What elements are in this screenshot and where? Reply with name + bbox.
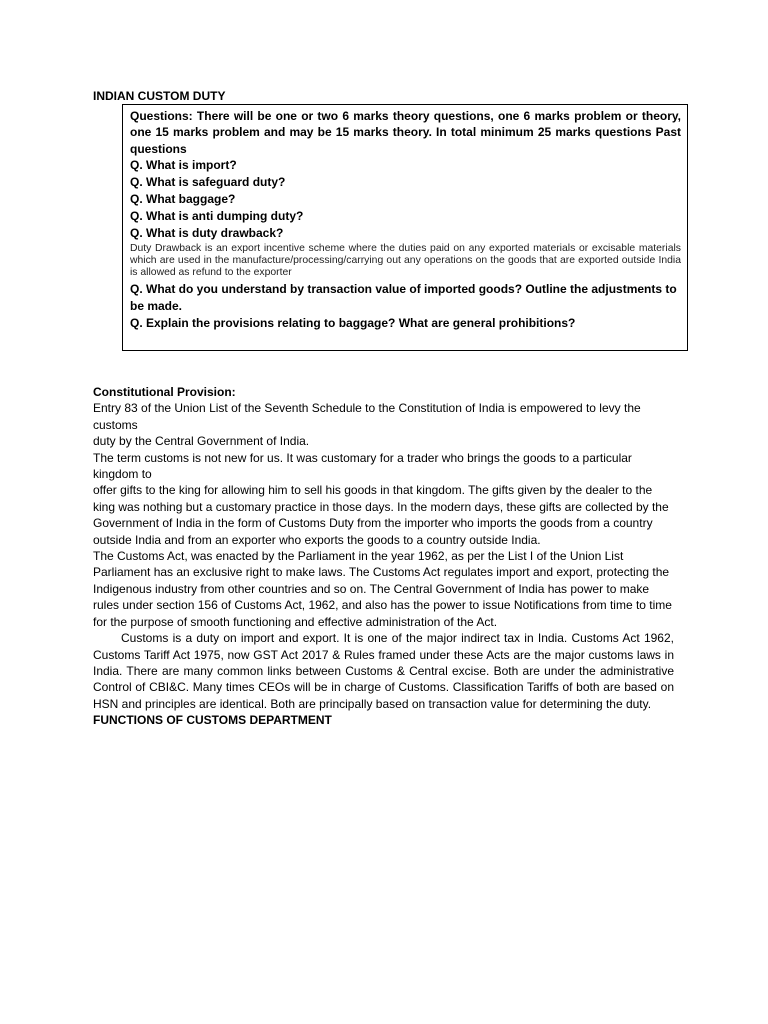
document-title: INDIAN CUSTOM DUTY [93,89,226,103]
customs-act-text: The Customs Act, was enacted by the Parliament in the year 1962, as per the List I of the Union List Parliament has an exclusive right to make laws. The Customs Act regulates import and export, protecting the Indigenous industry from other countries and so on. The Central Government of India has power to make rules under section 156 of Customs Act, 1962, and also has the power to issue Notifications from time to time for the purpose of smooth functioning and effective administration of the Act. [93,549,672,629]
constitutional-section [93,384,674,729]
question-transaction-value: Q. What do you understand by transaction value of imported goods? Outline the adjustments to be made. [130,281,677,313]
functions-heading: FUNCTIONS OF CUSTOMS DEPARTMENT [93,713,332,728]
answer-duty-drawback: Duty Drawback is an export incentive scheme where the duties paid on any exported materials or excisable materials which are used in the manufacture/processing/carrying out any operations on the goods that are exported outside India is allowed as refund to the exporter [130,242,681,278]
question-import: Q. What is import? [130,157,237,172]
entry-83-text: Entry 83 of the Union List of the Seventh Schedule to the Constitution of India is empowered to levy the customs [93,401,641,432]
question-anti-dumping: Q. What is anti dumping duty? [130,208,304,223]
customs-history-text: The term customs is not new for us. It was customary for a trader who brings the goods to a particular kingdom to [93,450,632,482]
question-safeguard-duty: Q. What is safeguard duty? [130,174,286,189]
questions-intro: Questions: There will be one or two 6 marks theory questions, one 6 marks problem or theory, one 15 marks problem and may be 15 marks theory. In total minimum 25 marks questions Past questions [130,109,681,156]
question-baggage-provisions: Q. Explain the provisions relating to baggage? What are general prohibitions? [130,315,576,330]
entry-83-text-continued: duty by the Central Government of India. [93,434,310,449]
question-duty-drawback: Q. What is duty drawback? [130,225,284,240]
constitutional-heading: Constitutional Provision: [93,385,236,399]
question-baggage: Q. What baggage? [130,191,236,206]
customs-history-text-continued: offer gifts to the king for allowing him to sell his goods in that kingdom. The gifts given by the dealer to the king was nothing but a customary practice in those days. In the modern days, these gifts are collected by the Government of India in the form of Customs Duty from the importer who imports the goods from a country outside India and from an exporter who exports the goods to a country outside India. [93,483,669,547]
customs-duty-paragraph: Customs is a duty on import and export. It is one of the major indirect tax in India. Customs Act 1962, Customs Tariff Act 1975, now GST Act 2017 & Rules framed under these Acts are the major customs laws in India. There are many common links between Customs & Central excise. Both are under the administrative Control of CBI&C. Many times CEOs will be in charge of Customs. Classification Tariffs of both are based on HSN and principles are identical. Both are principally based on transaction value for determining the duty. [93,631,674,711]
questions-box [122,104,688,351]
